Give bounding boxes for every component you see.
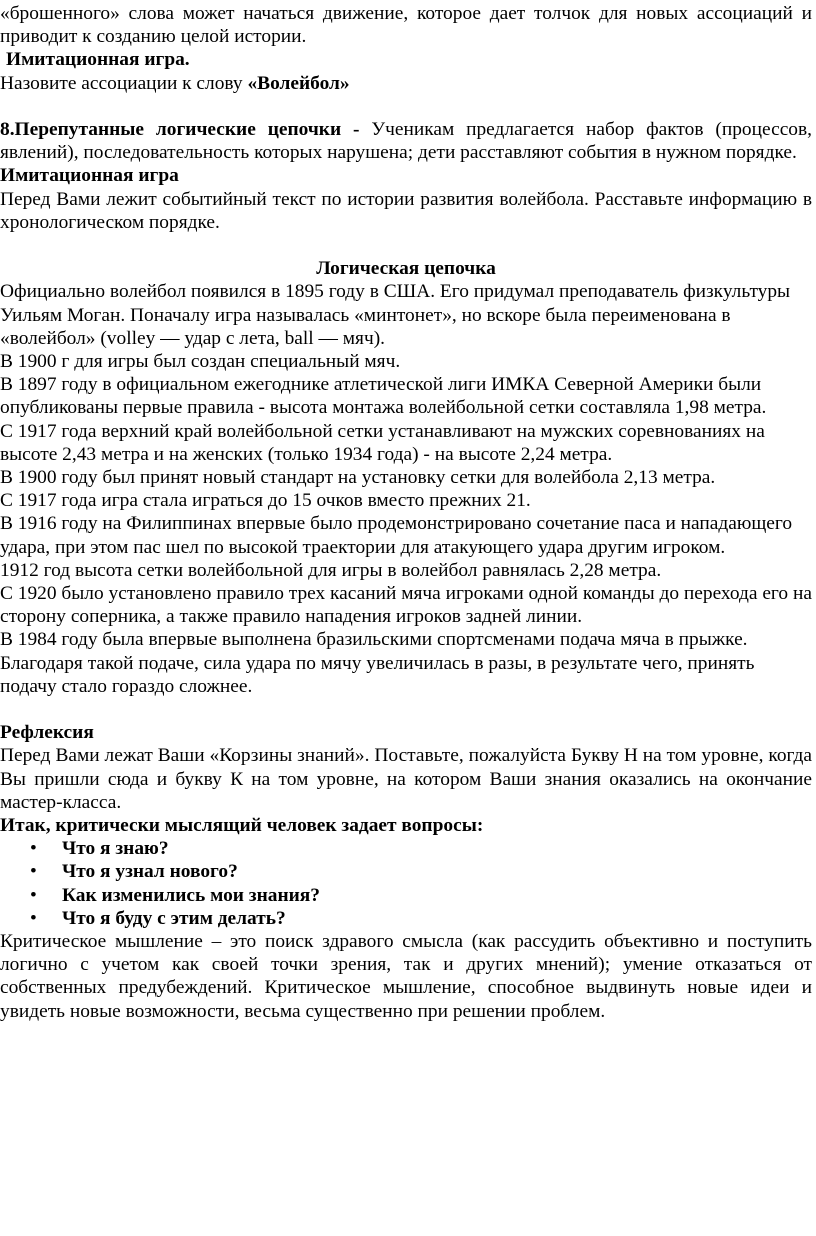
chain-fact: В 1900 г для игры был создан специальный мяч. xyxy=(0,351,401,373)
game1-prompt xyxy=(0,72,812,95)
chain-heading: Логическая цепочка xyxy=(316,258,496,280)
section8-game-heading: Имитационная игра xyxy=(0,165,179,187)
game1-heading: Имитационная игра. xyxy=(6,49,190,71)
chain-fact: В 1900 году был принят новый стандарт на установку сетки для волейбола 2,13 метра. xyxy=(0,467,716,489)
document-page xyxy=(0,2,812,1023)
game1-prompt-word: «Волейбол» xyxy=(247,72,350,94)
reflection-text: Перед Вами лежат Ваши «Корзины знаний». Поставьте, пожалуйста Букву Н на том уровне, когда Вы пришли сюда и букву К на том уровне, на котором Ваши знания оказались на окончание мастер-класса. xyxy=(0,745,812,813)
intro-paragraph: «брошенного» слова может начаться движение, которое дает толчок для новых ассоциаций и приводит к созданию целой истории. xyxy=(0,3,812,48)
spacer xyxy=(0,234,812,257)
chain-fact: С 1917 года верхний край волейбольной сетки устанавливают на мужских соревнованиях на высоте 2,43 метра и на женских (только 1934 года) - на высоте 2,24 метра. xyxy=(0,420,765,465)
game1-prompt-text: Назовите ассоциации к слову xyxy=(0,72,248,94)
spacer xyxy=(0,698,812,721)
question-text: Что я буду с этим делать? xyxy=(62,907,286,929)
question-text: Что я знаю? xyxy=(62,838,169,860)
section8-game-text: Перед Вами лежит событийный текст по истории развития волейбола. Расставьте информацию в хронологическом порядке. xyxy=(0,188,812,233)
chain-fact: В 1984 году была впервые выполнена бразильскими спортсменами подача мяча в прыжке. Благодаря такой подаче, сила удара по мячу увеличилась в разы, в результате чего, принять подачу стало гораздо сложнее. xyxy=(0,629,755,697)
list-item xyxy=(0,884,812,907)
list-item xyxy=(0,837,812,860)
bullet-icon: • xyxy=(30,861,37,883)
chain-fact: 1912 год высота сетки волейбольной для игры в волейбол равнялась 2,28 метра. xyxy=(0,559,662,581)
chain-fact: Официально волейбол появился в 1895 году в США. Его придумал преподаватель физкультуры Уильям Моган. Поначалу игра называлась «минтонет», но вскоре была переименована в «волейбол» (volley — удар с лета, ball — мяч). xyxy=(0,281,791,349)
questions-list xyxy=(0,837,812,930)
chain-fact: В 1897 году в официальном ежегоднике атлетической лиги ИМКА Северной Америки были опубликованы первые правила - высота монтажа волейбольной сетки составляла 1,98 метра. xyxy=(0,374,767,419)
section8-description: Ученикам предлагается набор фактов (процессов, явлений), последовательность которых нарушена; дети расставляют события в нужном порядке. xyxy=(0,119,812,164)
chain-fact: С 1920 было установлено правило трех касаний мяча игроками одной команды до перехода его на сторону соперника, а также правило нападения игроков задней линии. xyxy=(0,583,812,628)
list-item xyxy=(0,860,812,883)
bullet-icon: • xyxy=(30,907,37,929)
list-item xyxy=(0,907,812,930)
reflection-heading: Рефлексия xyxy=(0,722,94,744)
section8-paragraph xyxy=(0,118,812,164)
chain-fact: В 1916 году на Филиппинах впервые было продемонстрировано сочетание паса и нападающего удара, при этом пас шел по высокой траектории для атакующего удара другим игроком. xyxy=(0,513,793,558)
conclusion-paragraph: Критическое мышление – это поиск здравого смысла (как рассудить объективно и поступить логично с учетом как своей точки зрения, так и других мнений); умение отказаться от собственных предубеждений. Критическое мышление, способное выдвинуть новые идеи и увидеть новые возможности, весьма существенно при решении проблем. xyxy=(0,931,812,1022)
chain-fact: С 1917 года игра стала играться до 15 очков вместо прежних 21. xyxy=(0,490,531,512)
questions-heading: Итак, критически мыслящий человек задает вопросы: xyxy=(0,815,484,837)
question-text: Что я узнал нового? xyxy=(62,861,238,883)
question-text: Как изменились мои знания? xyxy=(62,884,320,906)
spacer xyxy=(0,95,812,118)
bullet-icon: • xyxy=(30,884,37,906)
section8-title: 8.Перепутанные логические цепочки - xyxy=(0,119,372,140)
bullet-icon: • xyxy=(30,838,37,860)
